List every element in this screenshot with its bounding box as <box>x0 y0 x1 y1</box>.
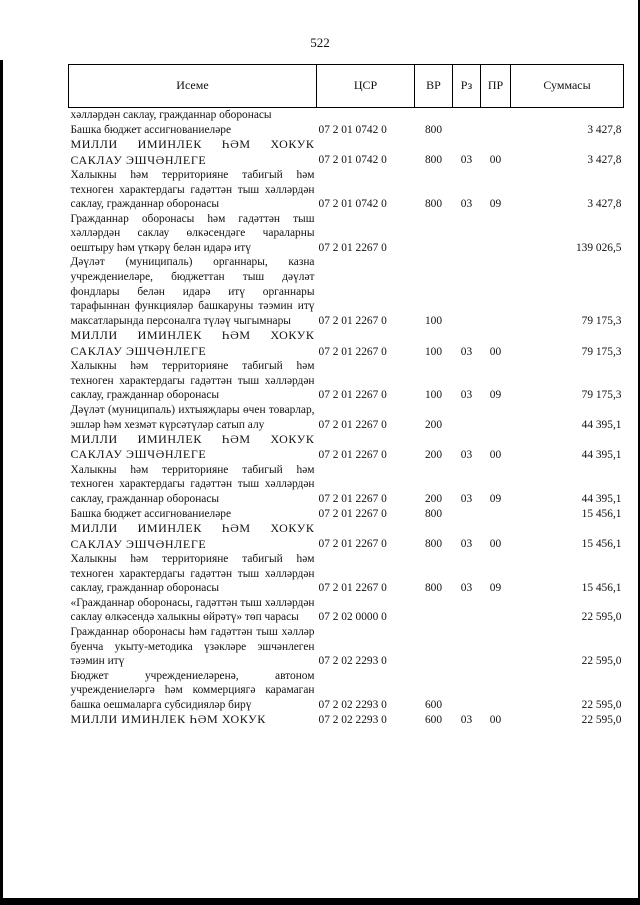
cell-sum: 3 427,8 <box>587 154 622 167</box>
cell-vr <box>415 108 453 123</box>
table-row <box>69 212 624 256</box>
cell-name: Бюджет учреждениеләренә, автоном учреждениеләргә һәм коммерциягә карамаган башка оешмаларга субсидияләр бирү <box>70 669 315 711</box>
cell-csr: 07 2 01 0742 0 <box>318 198 387 211</box>
cell-name: «Гражданнар оборонасы, гадәттән тыш хәлләрдән саклау өлкәсендә халыкны өйрәтү» төп чарасы <box>70 596 315 624</box>
cell-vr: 100 <box>424 314 443 327</box>
cell-sum: 3 427,8 <box>587 198 622 211</box>
cell-csr: 07 2 01 2267 0 <box>318 538 387 551</box>
table-row <box>69 432 624 463</box>
cell-rz <box>453 255 481 328</box>
cell-name: МИЛЛИ ИМИНЛЕК ҺӘМ ХОКУК САКЛАУ ЭШЧӘНЛЕГЕ <box>70 137 315 167</box>
cell-vr: 800 <box>424 582 443 595</box>
cell-csr: 07 2 01 2267 0 <box>318 314 387 327</box>
cell-vr: 600 <box>424 714 443 727</box>
cell-name: Дәүләт (муниципаль) ихтыяҗлары өчен товарлар, эшләр һәм хезмәт күрсәтүләр сатып алу <box>70 403 315 431</box>
cell-name: Башка бюджет ассигнованиеләре <box>70 123 232 136</box>
cell-sum: 44 395,1 <box>581 418 622 431</box>
cell-rz <box>453 212 481 256</box>
cell-rz: 03 <box>460 345 473 358</box>
cell-name: Халыкны һәм территорияне табигый һәм техноген характердагы гадәттән тыш хәлләрдән саклау, гражданнар оборонасы <box>70 552 315 595</box>
cell-rz <box>453 123 481 138</box>
cell-sum: 22 595,0 <box>581 611 622 624</box>
cell-csr: 07 2 01 2267 0 <box>318 493 387 506</box>
cell-rz: 03 <box>460 493 473 506</box>
table-row <box>69 168 624 212</box>
column-header-pr: ПР <box>481 65 511 108</box>
cell-vr: 800 <box>424 123 443 136</box>
cell-name: МИЛЛИ ИМИНЛЕК ҺӘМ ХОКУК САКЛАУ ЭШЧӘНЛЕГЕ <box>70 432 315 462</box>
cell-pr: 09 <box>489 493 502 506</box>
cell-pr <box>481 123 511 138</box>
table-row <box>69 137 624 168</box>
table-row <box>69 507 624 522</box>
cell-sum: 15 456,1 <box>581 538 622 551</box>
cell-name: Халыкны һәм территорияне табигый һәм техноген характердагы гадәттән тыш хәлләрдән саклау, гражданнар оборонасы <box>70 360 315 402</box>
cell-name: Дәүләт (муниципаль) органнары, казна учреждениеләре, бюджеттан тыш дәүләт фондлары белән идарә итү органнары тарафыннан функцияләр башкаруны тәэмин итү максатларында персоналга түләү чыгымнары <box>70 256 315 327</box>
table-row <box>69 108 624 123</box>
cell-pr: 00 <box>489 714 502 727</box>
cell-rz: 03 <box>460 449 473 462</box>
cell-csr <box>317 108 415 123</box>
cell-pr: 09 <box>489 198 502 211</box>
cell-pr: 09 <box>489 389 502 402</box>
cell-rz <box>453 669 481 713</box>
cell-rz <box>453 507 481 522</box>
cell-sum: 3 427,8 <box>587 123 622 136</box>
cell-name: Башка бюджет ассигнованиеләре <box>70 507 232 520</box>
cell-sum: 79 175,3 <box>581 314 622 327</box>
cell-vr: 800 <box>424 538 443 551</box>
cell-pr <box>481 596 511 625</box>
cell-vr: 100 <box>424 389 443 402</box>
cell-rz: 03 <box>460 154 473 167</box>
cell-vr <box>415 212 453 256</box>
cell-pr <box>481 212 511 256</box>
cell-vr: 200 <box>424 418 443 431</box>
cell-csr: 07 2 01 2267 0 <box>318 241 387 254</box>
cell-pr <box>481 255 511 328</box>
column-header-name: Исеме <box>69 65 317 108</box>
cell-vr <box>415 596 453 625</box>
cell-rz <box>453 403 481 432</box>
table-row <box>69 463 624 507</box>
cell-rz: 03 <box>460 389 473 402</box>
page-number: 522 <box>310 35 330 50</box>
cell-sum: 44 395,1 <box>581 449 622 462</box>
cell-vr: 800 <box>424 198 443 211</box>
cell-pr: 00 <box>489 449 502 462</box>
cell-rz <box>453 625 481 669</box>
cell-csr: 07 2 01 2267 0 <box>318 418 387 431</box>
cell-sum <box>511 108 624 123</box>
cell-vr <box>415 625 453 669</box>
cell-sum: 15 456,1 <box>581 582 622 595</box>
cell-name: Гражданнар оборонасы һәм гадәттән тыш хәлләр буенча укыту-методика үзәкләре эшчәнлеген тәэмин итү <box>70 625 315 668</box>
budget-table <box>68 64 624 728</box>
cell-rz: 03 <box>460 582 473 595</box>
cell-name: Гражданнар оборонасы һәм гадәттән тыш хәлләрдән саклау өлкәсендәге чараларны оештыру һәм үткәрү белән идарә итү <box>70 212 315 254</box>
cell-csr: 07 2 02 2293 0 <box>318 698 387 711</box>
cell-name: МИЛЛИ ИМИНЛЕК ҺӘМ ХОКУК САКЛАУ ЭШЧӘНЛЕГЕ <box>70 328 315 358</box>
cell-csr: 07 2 01 0742 0 <box>318 154 387 167</box>
cell-name: Халыкны һәм территорияне табигый һәм техноген характердагы гадәттән тыш хәлләрдән саклау, гражданнар оборонасы <box>70 168 315 211</box>
cell-csr: 07 2 02 2293 0 <box>318 714 387 727</box>
cell-sum: 22 595,0 <box>581 714 622 727</box>
cell-vr: 200 <box>424 449 443 462</box>
cell-rz <box>453 596 481 625</box>
cell-rz: 03 <box>460 198 473 211</box>
scan-edge-left <box>0 60 3 905</box>
cell-sum: 15 456,1 <box>581 507 622 520</box>
column-header-csr: ЦСР <box>317 65 415 108</box>
cell-sum: 139 026,5 <box>575 241 622 254</box>
cell-name: хәлләрдән саклау, гражданнар оборонасы <box>70 109 272 121</box>
cell-pr: 00 <box>489 345 502 358</box>
cell-pr: 09 <box>489 582 502 595</box>
cell-csr: 07 2 02 0000 0 <box>318 611 387 624</box>
cell-vr: 200 <box>424 493 443 506</box>
cell-csr: 07 2 01 2267 0 <box>318 449 387 462</box>
cell-vr: 800 <box>424 154 443 167</box>
cell-sum: 22 595,0 <box>581 655 622 668</box>
table-row <box>69 328 624 359</box>
scan-edge-bottom <box>0 898 640 905</box>
table-header-row <box>69 65 624 108</box>
cell-vr: 100 <box>424 345 443 358</box>
table-row <box>69 521 624 552</box>
table-body <box>69 108 624 728</box>
cell-name: МИЛЛИ ИМИНЛЕК ҺӘМ ХОКУК <box>70 712 266 727</box>
table-row <box>69 712 624 727</box>
table-row <box>69 625 624 669</box>
table-row <box>69 123 624 138</box>
cell-pr <box>481 669 511 713</box>
table-row <box>69 255 624 328</box>
cell-vr: 800 <box>424 507 443 520</box>
cell-vr: 600 <box>424 698 443 711</box>
cell-pr: 00 <box>489 538 502 551</box>
cell-sum: 44 395,1 <box>581 493 622 506</box>
cell-csr: 07 2 01 2267 0 <box>318 389 387 402</box>
cell-csr: 07 2 01 2267 0 <box>318 507 387 520</box>
table-row <box>69 552 624 596</box>
cell-pr <box>481 403 511 432</box>
cell-csr: 07 2 01 2267 0 <box>318 345 387 358</box>
column-header-vr: ВР <box>415 65 453 108</box>
table-row <box>69 596 624 625</box>
cell-sum: 79 175,3 <box>581 345 622 358</box>
cell-name: Халыкны һәм территорияне табигый һәм техноген характердагы гадәттән тыш хәлләрдән саклау, гражданнар оборонасы <box>70 463 315 506</box>
cell-csr: 07 2 01 0742 0 <box>318 123 387 136</box>
cell-rz: 03 <box>460 538 473 551</box>
table-row <box>69 403 624 432</box>
cell-pr <box>481 625 511 669</box>
cell-csr: 07 2 02 2293 0 <box>318 655 387 668</box>
column-header-rz: Рз <box>453 65 481 108</box>
cell-rz <box>453 108 481 123</box>
cell-pr <box>481 507 511 522</box>
cell-name: МИЛЛИ ИМИНЛЕК ҺӘМ ХОКУК САКЛАУ ЭШЧӘНЛЕГЕ <box>70 521 315 551</box>
table-row <box>69 359 624 403</box>
cell-sum: 79 175,3 <box>581 389 622 402</box>
cell-pr <box>481 108 511 123</box>
cell-sum: 22 595,0 <box>581 698 622 711</box>
cell-rz: 03 <box>460 714 473 727</box>
column-header-sum: Суммасы <box>511 65 624 108</box>
table-row <box>69 669 624 713</box>
cell-pr: 00 <box>489 154 502 167</box>
cell-csr: 07 2 01 2267 0 <box>318 582 387 595</box>
